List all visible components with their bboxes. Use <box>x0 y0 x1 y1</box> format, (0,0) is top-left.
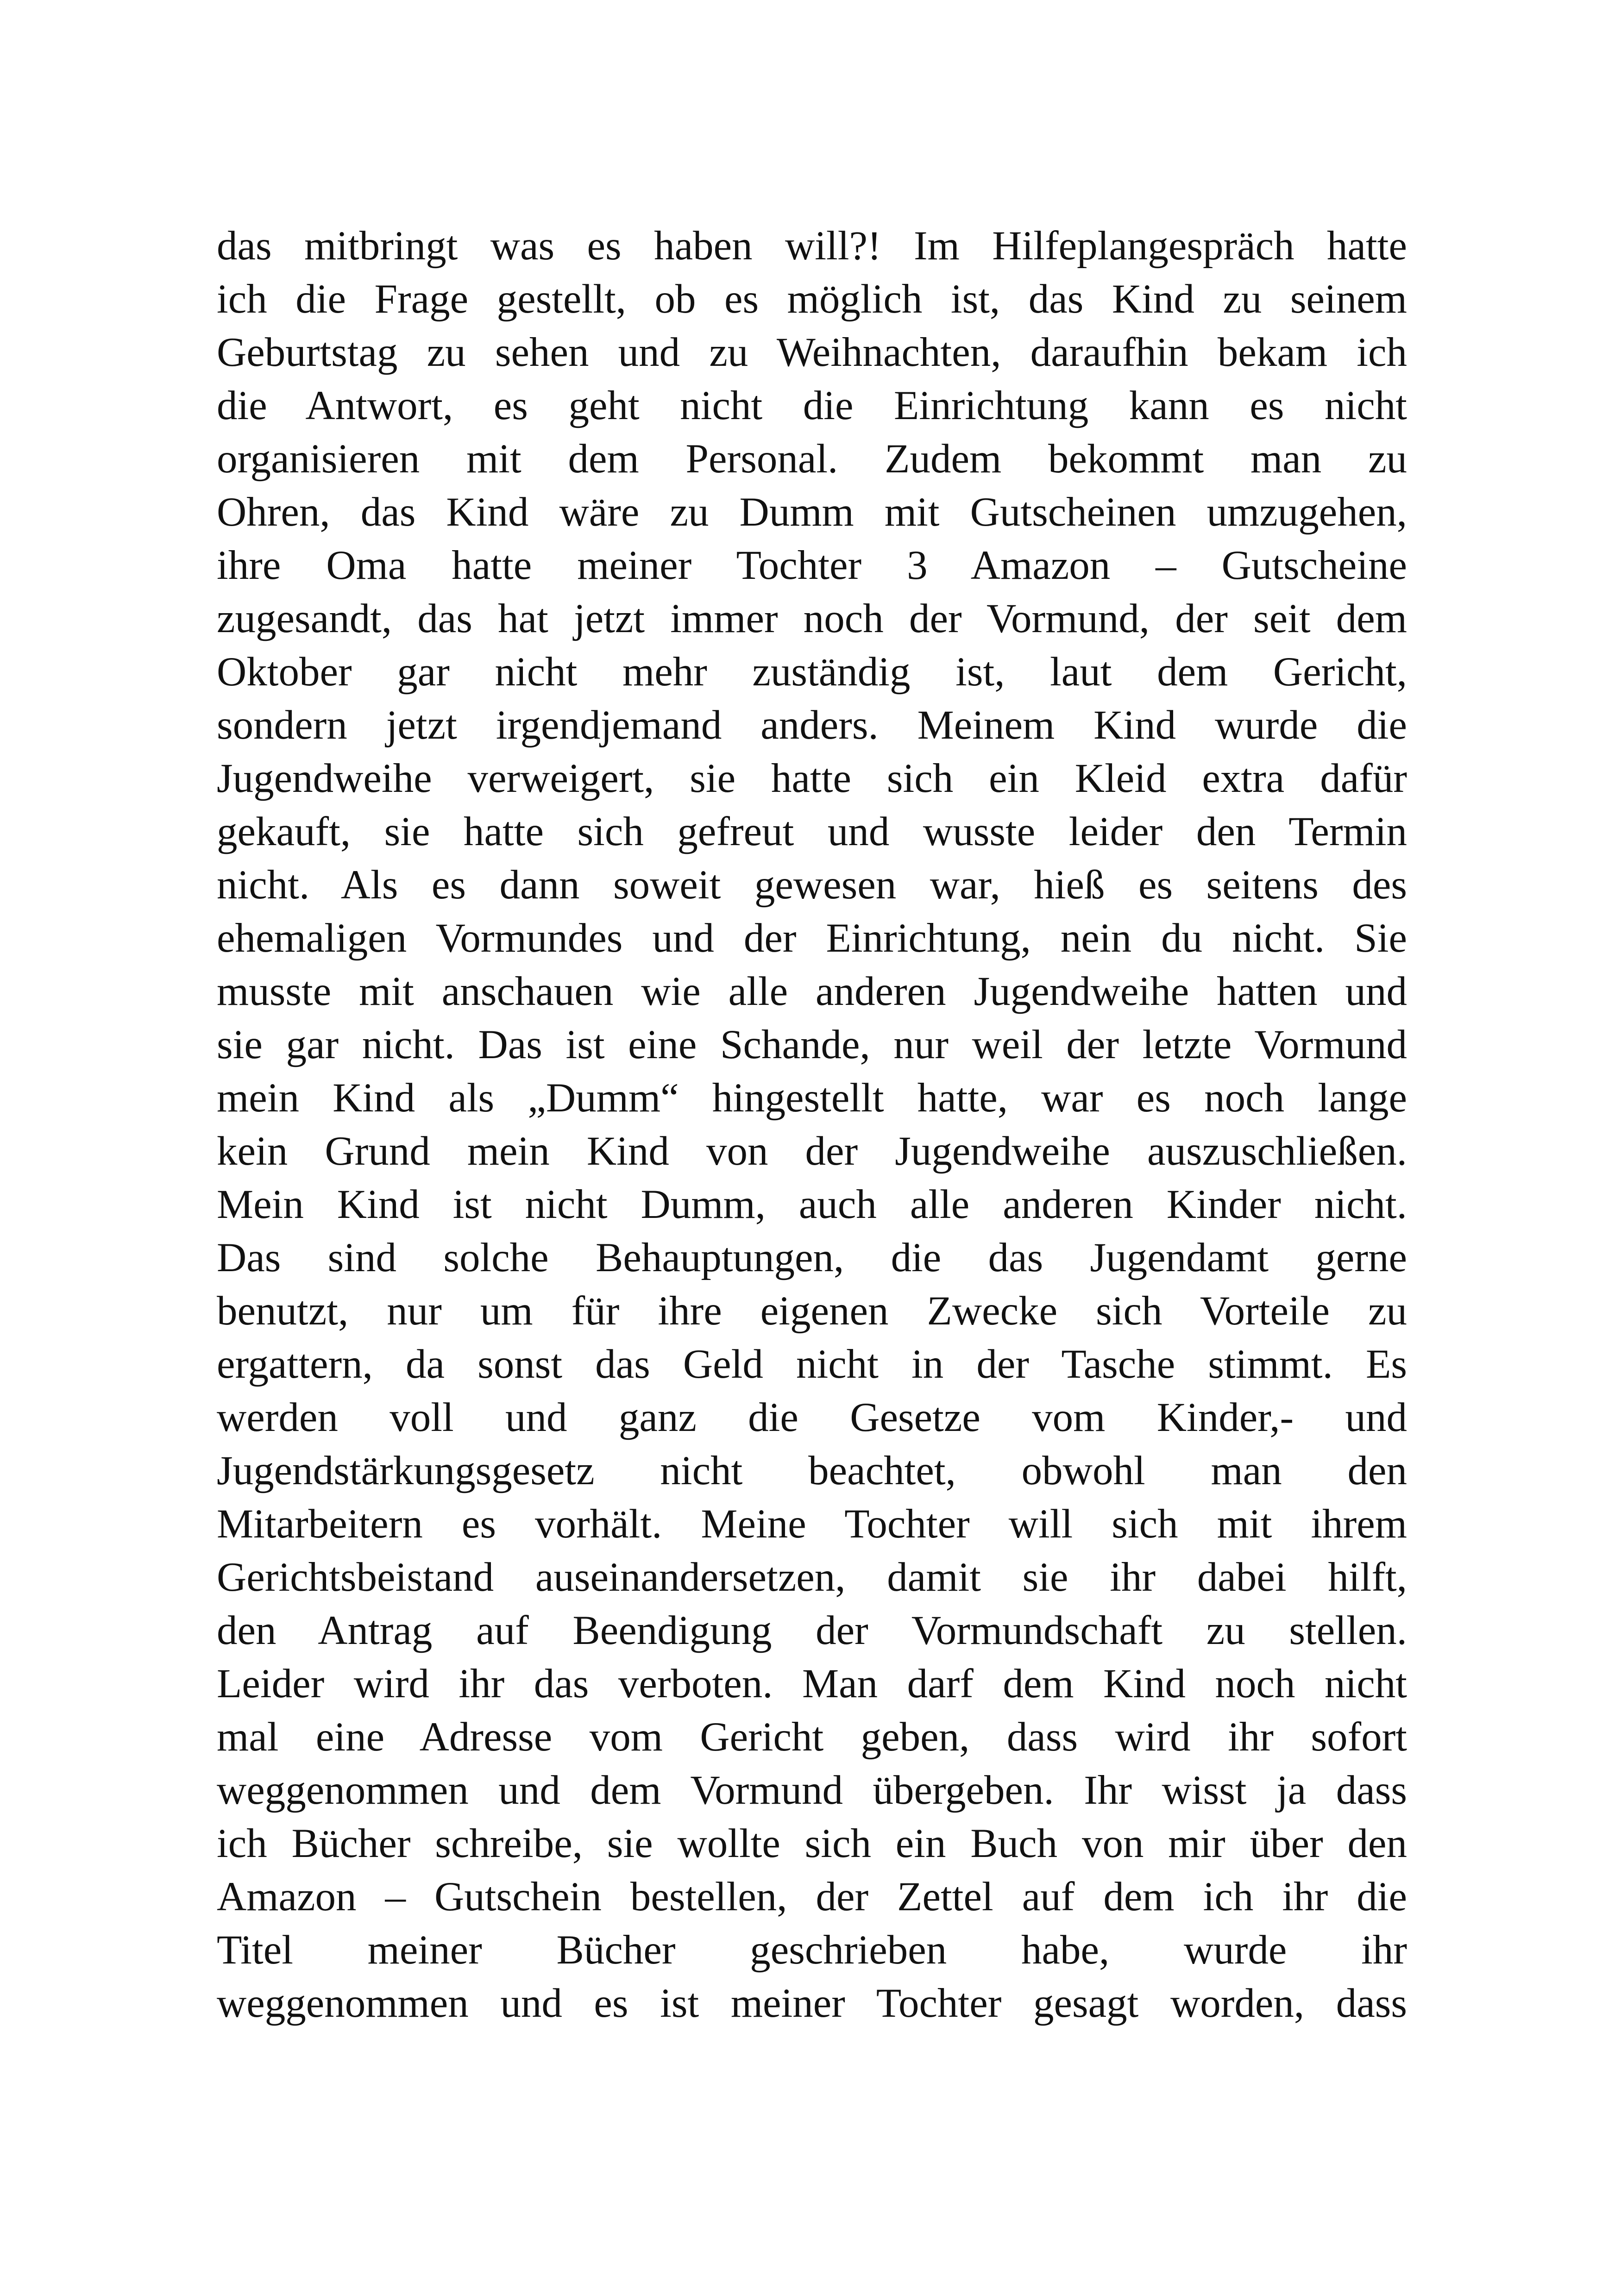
text-line: Geburtstag zu sehen und zu Weihnachten, daraufhin bekam ich <box>217 330 1407 375</box>
text-line: weggenommen und es ist meiner Tochter gesagt worden, dass <box>217 1981 1407 2026</box>
text-line: mein Kind als „Dumm“ hingestellt hatte, war es noch lange <box>217 1075 1407 1121</box>
text-line: ihre Oma hatte meiner Tochter 3 Amazon – Gutscheine <box>217 543 1407 588</box>
text-line: ergattern, da sonst das Geld nicht in der Tasche stimmt. Es <box>217 1342 1407 1387</box>
text-line: sondern jetzt irgendjemand anders. Meinem Kind wurde die <box>217 703 1407 748</box>
text-line: Jugendweihe verweigert, sie hatte sich ein Kleid extra dafür <box>217 756 1407 801</box>
text-line: Mein Kind ist nicht Dumm, auch alle anderen Kinder nicht. <box>217 1182 1407 1227</box>
text-line: Ohren, das Kind wäre zu Dumm mit Gutscheinen umzugehen, <box>217 489 1407 535</box>
text-line: den Antrag auf Beendigung der Vormundschaft zu stellen. <box>217 1608 1407 1653</box>
body-text <box>217 220 1407 2030</box>
text-line: ich Bücher schreibe, sie wollte sich ein Buch von mir über den <box>217 1821 1407 1866</box>
text-line: Oktober gar nicht mehr zuständig ist, laut dem Gericht, <box>217 649 1407 695</box>
text-line: das mitbringt was es haben will?! Im Hilfeplangespräch hatte <box>217 223 1407 269</box>
text-line: nicht. Als es dann soweit gewesen war, hieß es seitens des <box>217 862 1407 908</box>
text-line: mal eine Adresse vom Gericht geben, dass wird ihr sofort <box>217 1714 1407 1760</box>
text-line: zugesandt, das hat jetzt immer noch der Vormund, der seit dem <box>217 596 1407 641</box>
text-line: Gerichtsbeistand auseinandersetzen, damit sie ihr dabei hilft, <box>217 1555 1407 1600</box>
text-line: organisieren mit dem Personal. Zudem bekommt man zu <box>217 436 1407 482</box>
text-line: ehemaligen Vormundes und der Einrichtung, nein du nicht. Sie <box>217 916 1407 961</box>
text-line: werden voll und ganz die Gesetze vom Kinder,- und <box>217 1395 1407 1440</box>
text-line: weggenommen und dem Vormund übergeben. Ihr wisst ja dass <box>217 1768 1407 1813</box>
text-line: kein Grund mein Kind von der Jugendweihe auszuschließen. <box>217 1129 1407 1174</box>
text-line: ich die Frage gestellt, ob es möglich ist, das Kind zu seinem <box>217 276 1407 322</box>
text-line: Mitarbeitern es vorhält. Meine Tochter will sich mit ihrem <box>217 1501 1407 1547</box>
text-line: Jugendstärkungsgesetz nicht beachtet, obwohl man den <box>217 1448 1407 1493</box>
text-line: sie gar nicht. Das ist eine Schande, nur weil der letzte Vormund <box>217 1022 1407 1067</box>
text-line: musste mit anschauen wie alle anderen Jugendweihe hatten und <box>217 969 1407 1014</box>
text-line: Amazon – Gutschein bestellen, der Zettel auf dem ich ihr die <box>217 1874 1407 1920</box>
text-line: benutzt, nur um für ihre eigenen Zwecke sich Vorteile zu <box>217 1288 1407 1334</box>
text-line: Das sind solche Behauptungen, die das Jugendamt gerne <box>217 1235 1407 1280</box>
text-line: gekauft, sie hatte sich gefreut und wusste leider den Termin <box>217 809 1407 854</box>
text-line: Titel meiner Bücher geschrieben habe, wurde ihr <box>217 1927 1407 1973</box>
text-line: die Antwort, es geht nicht die Einrichtung kann es nicht <box>217 383 1407 428</box>
text-line: Leider wird ihr das verboten. Man darf dem Kind noch nicht <box>217 1661 1407 1706</box>
